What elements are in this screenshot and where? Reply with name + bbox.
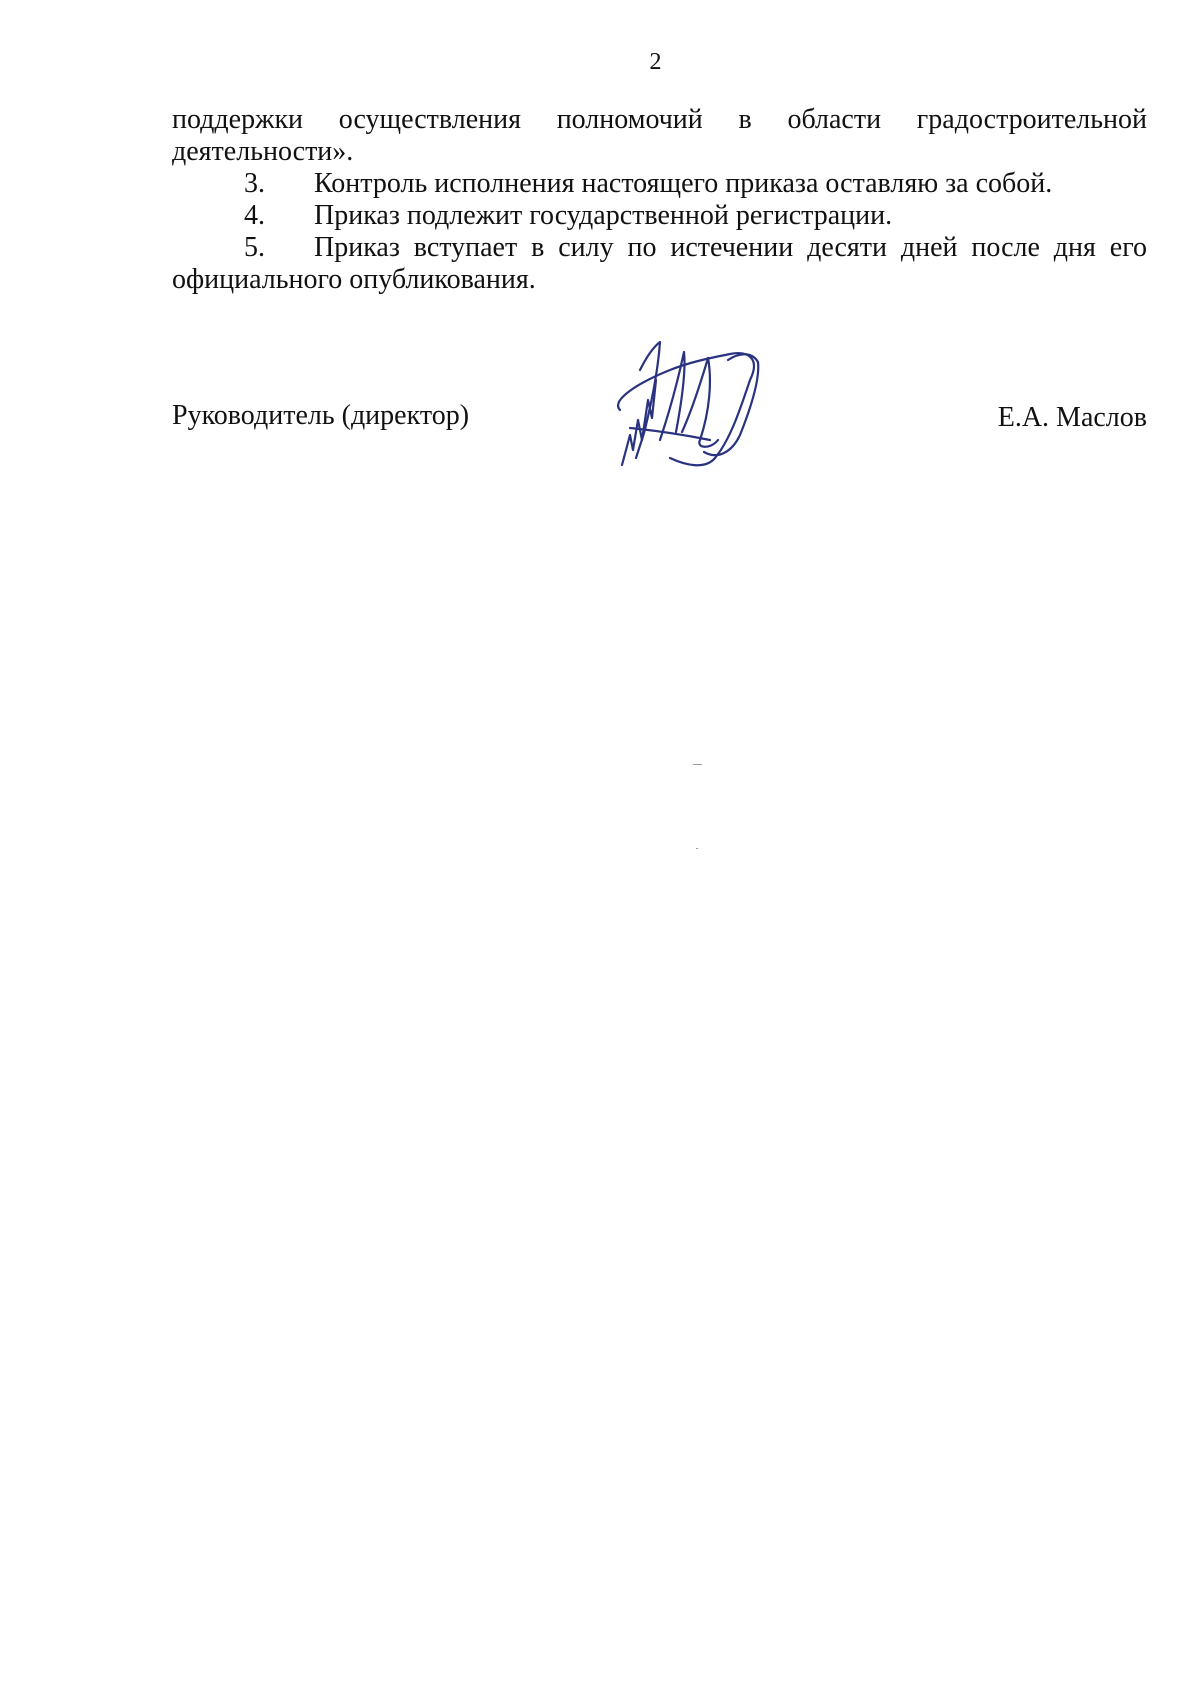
- list-item-number: 4.: [244, 200, 265, 231]
- signatory-position: Руководитель (директор): [172, 400, 470, 431]
- scan-speck: [696, 848, 698, 849]
- scan-speck: [693, 764, 702, 765]
- list-item-text: Приказ вступает в силу по истечении десяти дней после дня его: [314, 232, 1147, 263]
- list-item-5: [172, 232, 1147, 296]
- continued-paragraph-line-2: деятельности».: [172, 136, 354, 167]
- continued-paragraph: [172, 104, 1147, 168]
- list-item-number: 5.: [244, 232, 265, 263]
- page-number: 2: [649, 49, 662, 75]
- list-item-first-line: [172, 232, 1147, 264]
- list-item-number: 3.: [244, 168, 265, 199]
- document-body: [172, 104, 1147, 296]
- list-item-text: Контроль исполнения настоящего приказа оставляю за собой.: [314, 168, 1053, 199]
- list-item-4: [172, 200, 1147, 232]
- list-item-continuation: официального опубликования.: [172, 264, 536, 295]
- handwritten-signature-icon: [600, 340, 780, 480]
- list-item-text: Приказ подлежит государственной регистрации.: [314, 200, 893, 231]
- list-item-3: [172, 168, 1147, 200]
- signatory-name: Е.А. Маслов: [997, 402, 1147, 433]
- continued-paragraph-line-1: поддержки осуществления полномочий в области градостроительной: [172, 104, 1147, 135]
